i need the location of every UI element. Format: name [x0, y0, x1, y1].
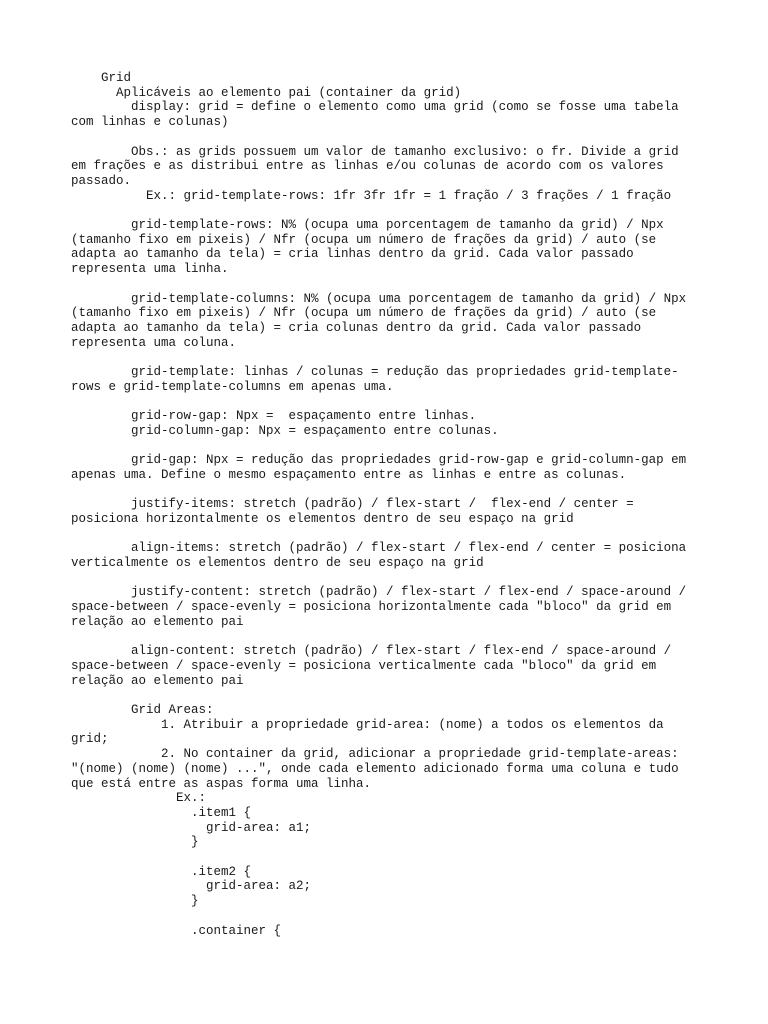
text-line: grid-area: a2; — [71, 879, 312, 894]
text-line: (tamanho fixo em pixeis) / Nfr (ocupa um número de frações da grid) / auto (se — [71, 306, 657, 321]
text-line: align-items: stretch (padrão) / flex-start / flex-end / center = posiciona — [71, 541, 687, 556]
text-line: grid-template-rows: N% (ocupa uma porcentagem de tamanho da grid) / Npx — [71, 218, 664, 232]
text-line — [71, 850, 711, 865]
text-line — [71, 203, 711, 218]
text-line: grid-row-gap: Npx = espaçamento entre linhas. — [71, 409, 477, 424]
text-line: space-between / space-evenly = posiciona horizontalmente cada "bloco" da grid em — [71, 600, 672, 615]
text-line: (tamanho fixo em pixeis) / Nfr (ocupa um número de frações da grid) / auto (se — [71, 232, 657, 247]
text-line: relação ao elemento pai — [71, 614, 244, 629]
text-line: display: grid = define o elemento como uma grid (como se fosse uma tabela — [71, 100, 679, 115]
text-line: .container { — [71, 923, 282, 938]
text-line: Aplicáveis ao elemento pai (container da grid) — [71, 85, 462, 100]
text-line — [71, 571, 711, 586]
text-line: grid-gap: Npx = redução das propriedades grid-row-gap e grid-column-gap em — [71, 453, 687, 468]
text-line: grid-column-gap: Npx = espaçamento entre colunas. — [71, 423, 499, 438]
text-line: grid; — [71, 732, 109, 747]
text-line: space-between / space-evenly = posiciona verticalmente cada "bloco" da grid em — [71, 658, 657, 673]
text-line: grid-area: a1; — [71, 820, 312, 835]
text-line — [71, 630, 711, 645]
text-line — [71, 130, 711, 145]
text-line: Grid — [71, 71, 132, 85]
text-line: representa uma linha. — [71, 262, 229, 277]
text-line: adapta ao tamanho da tela) = cria colunas dentro da grid. Cada valor passado — [71, 320, 642, 335]
text-line: 2. No container da grid, adicionar a propriedade grid-template-areas: — [71, 747, 679, 762]
text-line: passado. — [71, 173, 132, 188]
text-line: .item1 { — [71, 805, 252, 820]
text-line: Ex.: grid-template-rows: 1fr 3fr 1fr = 1 fração / 3 frações / 1 fração — [71, 188, 672, 203]
text-line — [71, 483, 711, 498]
text-line: 1. Atribuir a propriedade grid-area: (nome) a todos os elementos da — [71, 717, 664, 732]
text-line: adapta ao tamanho da tela) = cria linhas dentro da grid. Cada valor passado — [71, 247, 634, 262]
text-line: } — [71, 835, 199, 850]
text-line: Grid Areas: — [71, 703, 214, 718]
text-line — [71, 350, 711, 365]
text-line: align-content: stretch (padrão) / flex-start / flex-end / space-around / — [71, 644, 672, 659]
text-line: relação ao elemento pai — [71, 673, 244, 688]
text-line: que está entre as aspas forma uma linha. — [71, 776, 372, 791]
text-line: .item2 { — [71, 864, 252, 879]
text-line — [71, 688, 711, 703]
text-line — [71, 527, 711, 542]
text-line: em frações e as distribui entre as linhas e/ou colunas de acordo com os valores — [71, 159, 664, 174]
text-line — [71, 277, 711, 292]
text-line: verticalmente os elementos dentro de seu espaço na grid — [71, 556, 484, 571]
text-line: rows e grid-template-columns em apenas uma. — [71, 379, 394, 394]
text-line: justify-content: stretch (padrão) / flex-start / flex-end / space-around / — [71, 585, 687, 600]
text-line: grid-template-columns: N% (ocupa uma porcentagem de tamanho da grid) / Npx — [71, 291, 687, 306]
text-line — [71, 909, 711, 924]
text-line: } — [71, 894, 199, 909]
text-line — [71, 394, 711, 409]
document-text-body — [71, 71, 711, 938]
text-line: grid-template: linhas / colunas = redução das propriedades grid-template- — [71, 365, 679, 379]
text-line — [71, 439, 711, 454]
text-line: com linhas e colunas) — [71, 115, 229, 130]
text-line: representa uma coluna. — [71, 335, 237, 350]
text-line: apenas uma. Define o mesmo espaçamento entre as linhas e entre as colunas. — [71, 467, 627, 482]
text-line: posiciona horizontalmente os elementos dentro de seu espaço na grid — [71, 511, 574, 526]
text-line: Obs.: as grids possuem um valor de tamanho exclusivo: o fr. Divide a grid — [71, 144, 679, 159]
text-line: "(nome) (nome) (nome) ...", onde cada elemento adicionado forma uma coluna e tudo — [71, 761, 679, 776]
text-line: justify-items: stretch (padrão) / flex-start / flex-end / center = — [71, 497, 634, 512]
text-line: Ex.: — [71, 791, 207, 806]
